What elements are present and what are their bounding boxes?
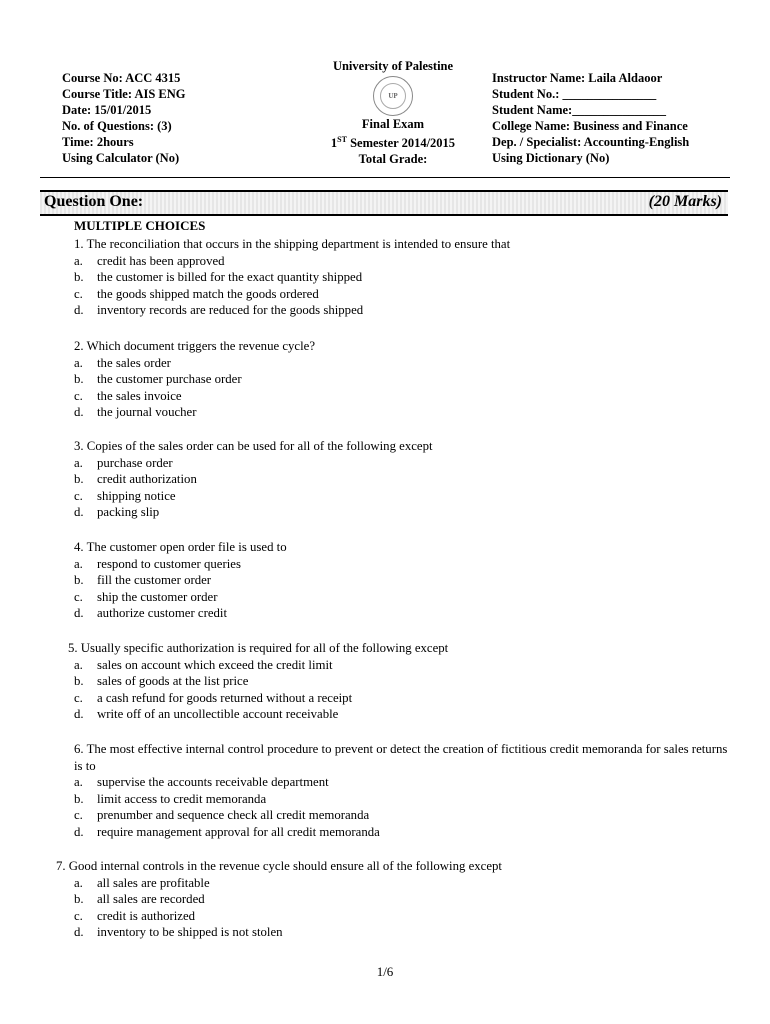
university-logo-icon <box>373 76 413 116</box>
course-info <box>62 70 186 166</box>
option: c. credit is authorized <box>74 908 196 923</box>
college-name: College Name: Business and Finance <box>492 119 688 133</box>
option: d. the journal voucher <box>74 405 197 419</box>
question-item <box>74 438 734 521</box>
question-text: 3. Copies of the sales order can be used for all of the following except <box>74 439 433 453</box>
question-text: 5. Usually specific authorization is required for all of the following except <box>68 641 449 655</box>
question-text: 7. Good internal controls in the revenue cycle should ensure all of the following except <box>56 859 502 873</box>
option: a. supervise the accounts receivable department <box>74 775 329 789</box>
dictionary-policy: Using Dictionary (No) <box>492 151 610 165</box>
exam-date: Date: 15/01/2015 <box>62 103 152 117</box>
option: b. limit access to credit memoranda <box>74 791 267 806</box>
option: b. sales of goods at the list price <box>74 674 249 688</box>
calculator-policy: Using Calculator (No) <box>62 151 180 165</box>
student-name: Student Name:_______________ <box>492 103 666 117</box>
semester: 1ST Semester 2014/2015 <box>330 135 456 151</box>
number-of-questions: No. of Questions: (3) <box>62 119 172 133</box>
option: c. the goods shipped match the goods ordered <box>74 286 319 301</box>
question-bar <box>40 190 728 216</box>
course-title: Course Title: AIS ENG <box>62 87 186 101</box>
option: d. packing slip <box>74 505 160 519</box>
option: d. write off of an uncollectible account receivable <box>74 707 339 721</box>
option: a. all sales are profitable <box>74 875 210 890</box>
exam-center-block <box>300 58 486 167</box>
question-item <box>68 640 728 723</box>
question-text: 2. Which document triggers the revenue cycle? <box>74 339 316 353</box>
question-marks: (20 Marks) <box>648 193 722 210</box>
option: c. the sales invoice <box>74 388 182 403</box>
question-item <box>56 858 736 941</box>
question-text: 1. The reconciliation that occurs in the shipping department is intended to ensure that <box>74 237 511 251</box>
option: c. prenumber and sequence check all credit memoranda <box>74 808 370 822</box>
option: a. the sales order <box>74 355 171 370</box>
question-item <box>74 236 734 319</box>
option: d. authorize customer credit <box>74 606 228 620</box>
exam-time: Time: 2hours <box>62 135 134 149</box>
total-grade: Total Grade: <box>358 152 428 167</box>
option: b. all sales are recorded <box>74 892 205 906</box>
university-name: University of Palestine <box>332 59 454 73</box>
instructor-name: Instructor Name: Laila Aldaoor <box>492 71 663 85</box>
option: d. inventory to be shipped is not stolen <box>74 925 283 939</box>
exam-type: Final Exam <box>361 117 425 131</box>
option: d. inventory records are reduced for the goods shipped <box>74 303 364 317</box>
question-item <box>74 741 734 840</box>
question-title: Question One: <box>44 193 144 210</box>
page-number: 1/6 <box>376 964 394 979</box>
option: a. sales on account which exceed the credit limit <box>74 657 333 672</box>
course-number: Course No: ACC 4315 <box>62 71 181 85</box>
option: b. the customer is billed for the exact quantity shipped <box>74 270 363 284</box>
question-item <box>74 539 734 622</box>
option: b. the customer purchase order <box>74 372 242 386</box>
question-text: 4. The customer open order file is used to <box>74 540 287 554</box>
section-title: MULTIPLE CHOICES <box>74 218 206 233</box>
student-info <box>492 70 689 166</box>
department: Dep. / Specialist: Accounting-English <box>492 135 690 149</box>
option: b. fill the customer order <box>74 573 212 587</box>
question-item <box>74 338 734 421</box>
exam-header <box>0 56 770 176</box>
university-logo-text: UP <box>380 83 406 109</box>
option: a. credit has been approved <box>74 253 225 268</box>
option: d. require management approval for all credit memoranda <box>74 824 380 839</box>
option: a. purchase order <box>74 455 173 470</box>
student-number: Student No.: _______________ <box>492 87 657 101</box>
option: b. credit authorization <box>74 472 197 486</box>
option: a. respond to customer queries <box>74 556 241 571</box>
option: c. ship the customer order <box>74 589 218 604</box>
option: c. a cash refund for goods returned without a receipt <box>74 690 353 705</box>
header-divider <box>40 177 730 178</box>
option: c. shipping notice <box>74 488 176 503</box>
question-text: 6. The most effective internal control procedure to prevent or detect the creation of fictitious credit memoranda for sales returns is to <box>74 742 728 773</box>
